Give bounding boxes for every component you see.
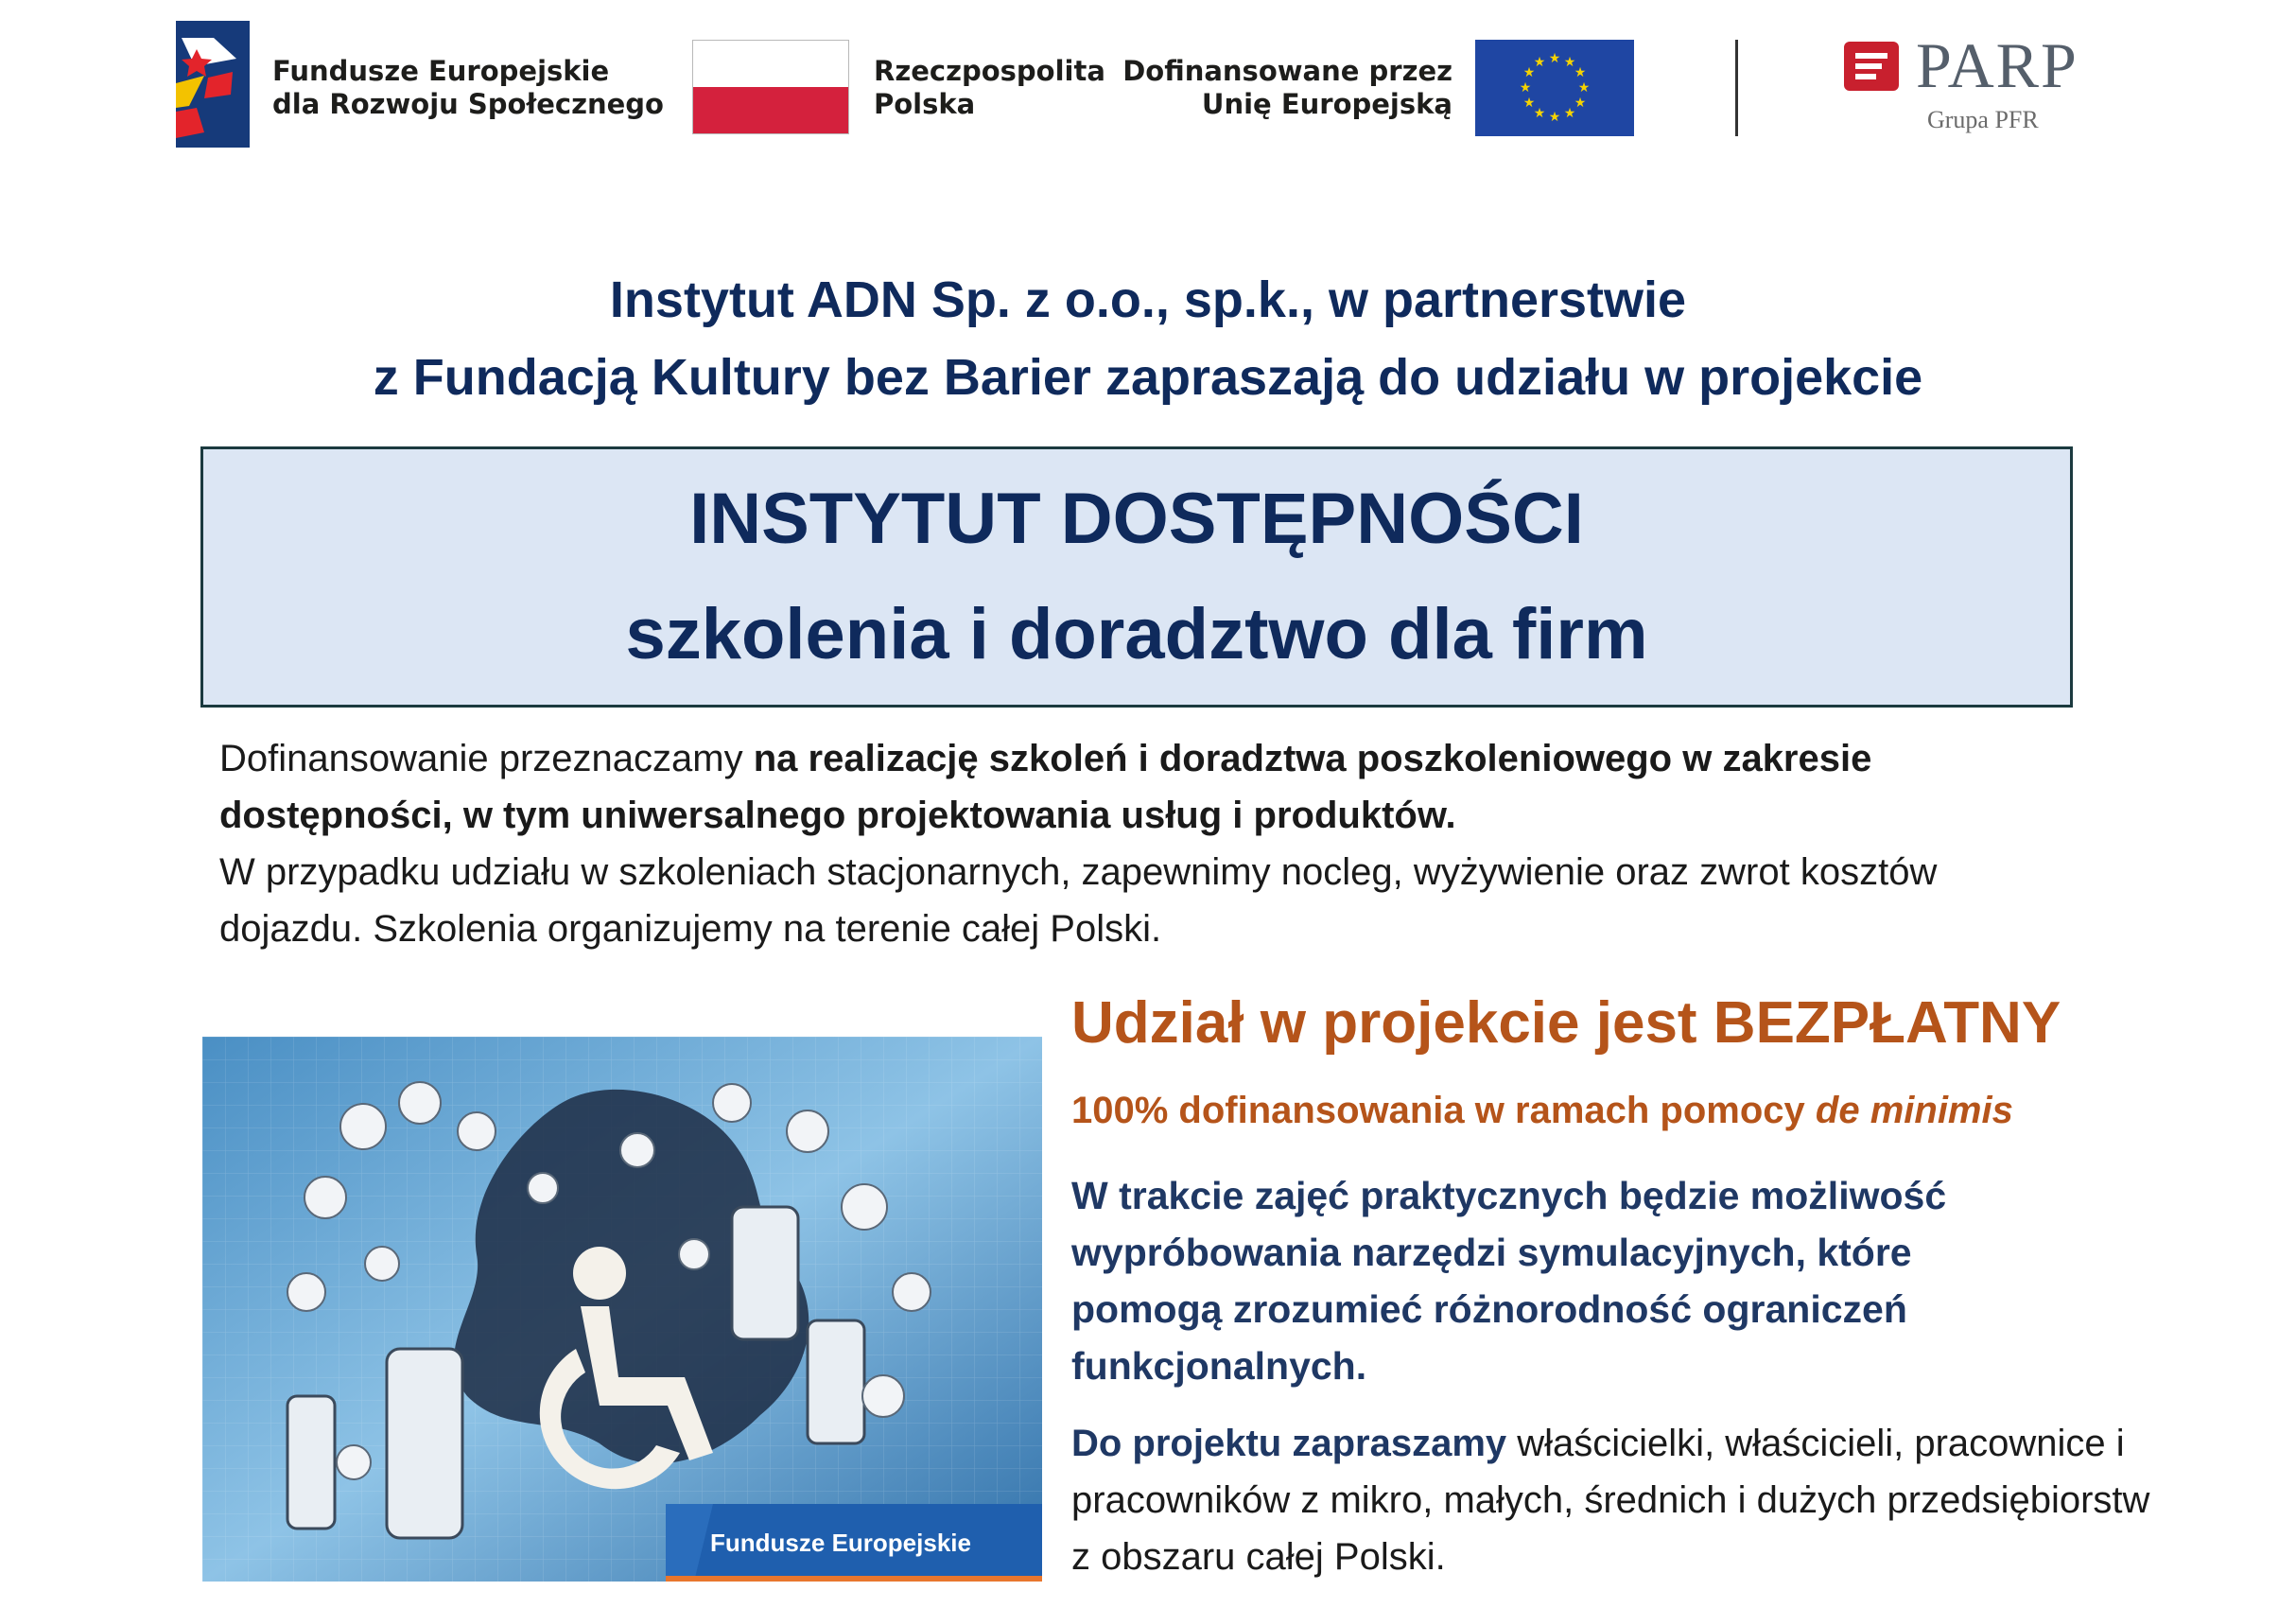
ue-line2: Unię Europejską: [1201, 88, 1452, 120]
fe-emblem-icon: [176, 21, 250, 148]
rp-logo-text: [874, 55, 1105, 121]
svg-text:★: ★: [1522, 65, 1536, 80]
svg-text:★: ★: [1563, 106, 1576, 121]
intro-line-1: Instytut ADN Sp. z o.o., sp.k., w partnerstwie: [609, 271, 1687, 328]
eu-flag-icon: [1475, 40, 1634, 136]
description-rest: W przypadku udziału w szkoleniach stacjonarnych, zapewnimy nocleg, wyżywienie oraz zwrot kosztów dojazdu. Szkolenia organizujemy na terenie całej Polski.: [219, 851, 1938, 950]
invite-rest: właścicielki, właścicieli, pracownice i pracowników z mikro, małych, średnich i dużych przedsiębiorstw z obszaru całej Polski.: [1071, 1423, 2150, 1578]
funding-subline-lead: 100% dofinansowania w ramach pomocy: [1071, 1090, 1816, 1131]
parp-mark-icon: [1844, 42, 1899, 91]
rp-line2: Polska: [874, 88, 976, 120]
svg-text:★: ★: [1574, 96, 1587, 111]
fe-logo: [176, 21, 250, 148]
ue-line1: Dofinansowane przez: [1122, 55, 1452, 87]
invite-paragraph: [1071, 1415, 2159, 1585]
title-line-2: szkolenia i doradztwo dla firm: [625, 594, 1648, 674]
ue-logo-text: [1116, 55, 1452, 121]
parp-subtitle: Grupa PFR: [1927, 106, 2039, 133]
svg-text:★: ★: [1522, 96, 1536, 111]
parp-wordmark: PARP: [1916, 29, 2079, 101]
svg-text:★: ★: [1548, 110, 1561, 125]
svg-text:★: ★: [1519, 80, 1532, 96]
practice-paragraph: W trakcie zajęć praktycznych będzie możliwość wypróbowania narzędzi symulacyjnych, które pomogą zrozumieć różnorodność ograniczeń funkcjonalnych.: [1071, 1174, 1947, 1388]
rp-line1: Rzeczpospolita: [874, 55, 1105, 87]
funding-subline-em: de minimis: [1815, 1090, 2013, 1131]
svg-text:★: ★: [1563, 55, 1576, 70]
svg-text:★: ★: [1577, 80, 1591, 96]
svg-text:★: ★: [1574, 65, 1587, 80]
description-bold: na realizację szkoleń i doradztwa poszkoleniowego w zakresie dostępności, w tym uniwersalnego projektowania usług i produktów.: [219, 738, 1872, 836]
description-lead: Dofinansowanie przeznaczamy: [219, 738, 754, 779]
title-line-1: INSTYTUT DOSTĘPNOŚCI: [689, 479, 1584, 559]
poland-flag-icon: [692, 40, 849, 134]
invite-bold: Do projektu zapraszamy: [1071, 1423, 1507, 1464]
description-paragraph: [219, 730, 2073, 957]
free-participation-headline: Udział w projekcie jest BEZPŁATNY: [1071, 990, 2061, 1056]
fe-line1: Fundusze Europejskie: [272, 55, 610, 87]
logo-divider: [1735, 40, 1738, 136]
svg-text:★: ★: [1533, 106, 1546, 121]
fe-logo-text: [272, 55, 664, 121]
illustration-caption: Fundusze Europejskie: [710, 1529, 971, 1557]
svg-text:★: ★: [1533, 55, 1546, 70]
title-box: [200, 446, 2073, 708]
fe-line2: dla Rozwoju Społecznego: [272, 88, 664, 120]
funding-subline: [1071, 1090, 2187, 1132]
svg-text:★: ★: [1548, 51, 1561, 66]
intro-line-2: z Fundacją Kultury bez Barier zapraszają do udziału w projekcie: [373, 349, 1923, 406]
accessibility-illustration: [202, 1037, 1042, 1582]
